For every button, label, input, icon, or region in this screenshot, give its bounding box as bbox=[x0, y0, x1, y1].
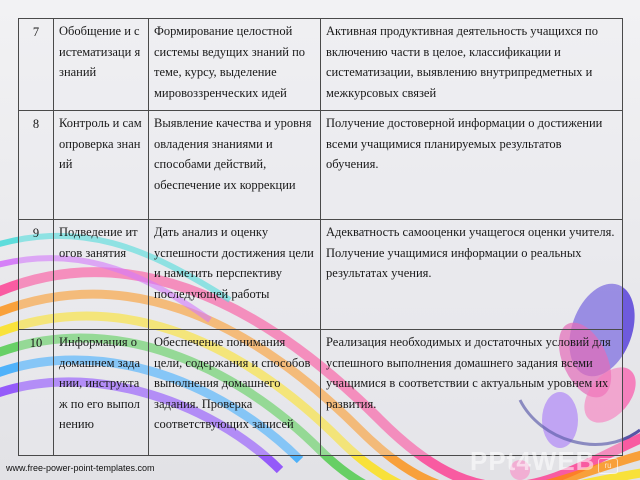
stage-task: Формирование целостной системы ведущих знаний по теме, курсу, выделение мировоззренческих идей bbox=[149, 19, 321, 111]
stage-number: 7 bbox=[19, 19, 54, 111]
footer-url: www.free-power-point-templates.com bbox=[6, 463, 155, 473]
stage-name: Обобщение и систематизаци я знаний bbox=[54, 19, 149, 111]
stage-name: Контроль и самопроверка знаний bbox=[54, 111, 149, 220]
table-row bbox=[19, 330, 623, 456]
stage-task: Выявление качества и уровня овладения знаниями и способами действий, обеспечение их коррекции bbox=[149, 111, 321, 220]
stage-name: Информация о домашнем задании, инструктаж по его выполнению bbox=[54, 330, 149, 456]
table-row bbox=[19, 220, 623, 330]
stage-number: 9 bbox=[19, 220, 54, 330]
stage-number: 10 bbox=[19, 330, 54, 456]
stage-number: 8 bbox=[19, 111, 54, 220]
stage-result: Адекватность самооценки учащегося оценки учителя. Получение учащимися информации о реальных результатах учения. bbox=[321, 220, 623, 330]
stage-name: Подведение итогов занятия bbox=[54, 220, 149, 330]
stage-result: Получение достоверной информации о достижении всеми учащимися планируемых результатов обучения. bbox=[321, 111, 623, 220]
lesson-stages-table bbox=[18, 18, 623, 456]
stage-result: Реализация необходимых и достаточных условий для успешного выполнения домашнего задания всеми учащимися в соответствии с актуальным уровнем их развития. bbox=[321, 330, 623, 456]
table-row bbox=[19, 19, 623, 111]
stage-result: Активная продуктивная деятельность учащихся по включению части в целое, классификации и систематизации, выявлению внутрипредметных и межкурсовых связей bbox=[321, 19, 623, 111]
stage-task: Обеспечение понимания цели, содержания и способов выполнения домашнего задания. Проверка соответствующих записей bbox=[149, 330, 321, 456]
watermark-logo: PPt4WEB bbox=[470, 446, 596, 476]
table-row bbox=[19, 111, 623, 220]
lesson-stages-table-wrap bbox=[18, 18, 622, 456]
watermark-badge: ru bbox=[598, 458, 618, 474]
stage-task: Дать анализ и оценку успешности достижения цели и наметить перспективу последующей работы bbox=[149, 220, 321, 330]
